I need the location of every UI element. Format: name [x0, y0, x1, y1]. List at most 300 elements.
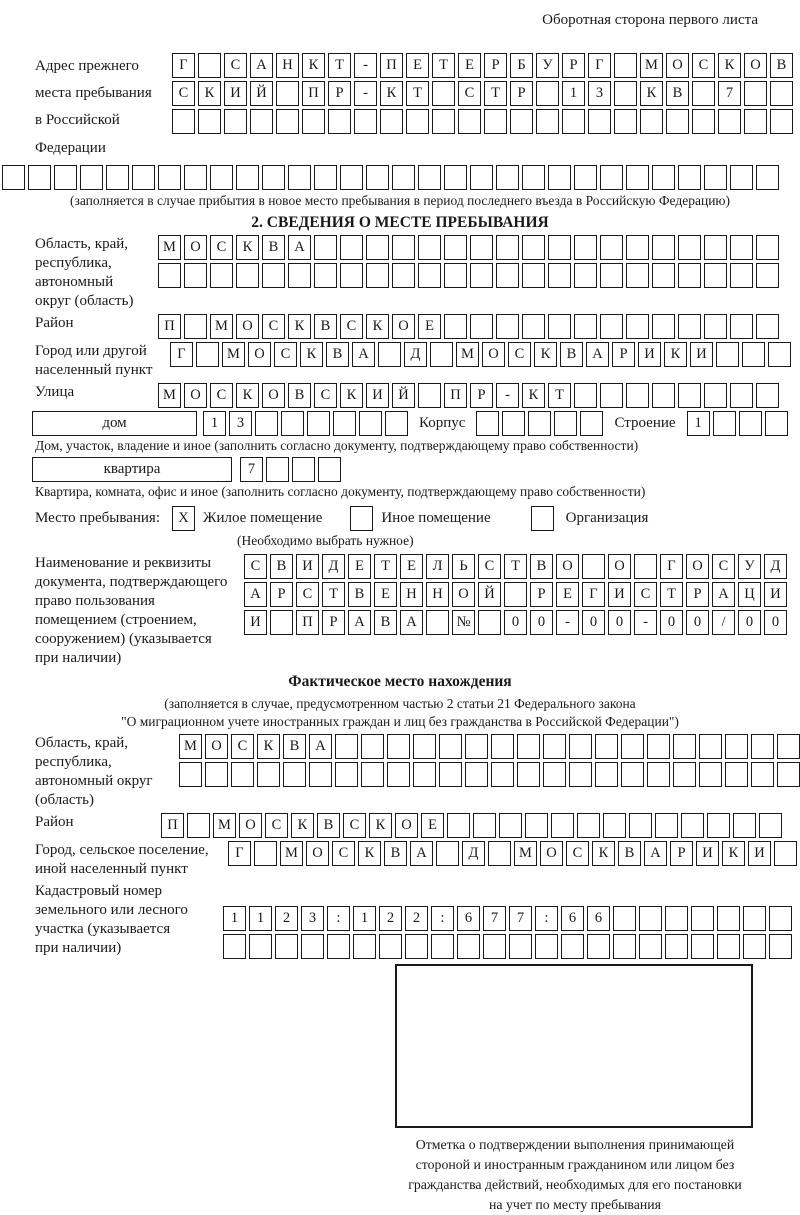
char-box[interactable]	[595, 762, 618, 787]
char-box[interactable]	[639, 934, 662, 959]
char-box[interactable]	[548, 235, 571, 260]
char-box[interactable]	[288, 263, 311, 288]
char-box[interactable]: К	[198, 81, 221, 106]
char-box[interactable]: В	[530, 554, 553, 579]
char-box[interactable]	[554, 411, 577, 436]
char-box[interactable]	[751, 734, 774, 759]
char-box[interactable]: О	[392, 314, 415, 339]
stay-option-organization-checkbox[interactable]	[531, 506, 554, 531]
char-box[interactable]	[548, 165, 571, 190]
char-box[interactable]: М	[514, 841, 537, 866]
char-box[interactable]	[614, 53, 637, 78]
char-box[interactable]	[292, 457, 315, 482]
char-box[interactable]: О	[205, 734, 228, 759]
char-box[interactable]: К	[369, 813, 392, 838]
char-box[interactable]: С	[172, 81, 195, 106]
char-box[interactable]	[678, 383, 701, 408]
char-box[interactable]: Й	[392, 383, 415, 408]
char-box[interactable]	[301, 934, 324, 959]
char-box[interactable]: /	[712, 610, 735, 635]
char-box[interactable]	[250, 109, 273, 134]
char-box[interactable]: :	[431, 906, 454, 931]
char-box[interactable]	[413, 734, 436, 759]
char-box[interactable]	[673, 762, 696, 787]
char-box[interactable]: 1	[203, 411, 226, 436]
char-box[interactable]: 0	[686, 610, 709, 635]
char-box[interactable]	[432, 109, 455, 134]
char-box[interactable]: 6	[457, 906, 480, 931]
char-box[interactable]	[283, 762, 306, 787]
char-box[interactable]	[418, 165, 441, 190]
char-box[interactable]	[499, 813, 522, 838]
char-box[interactable]	[621, 734, 644, 759]
char-box[interactable]	[691, 906, 714, 931]
char-box[interactable]: Е	[421, 813, 444, 838]
char-box[interactable]	[652, 263, 675, 288]
char-box[interactable]: 0	[530, 610, 553, 635]
char-box[interactable]	[276, 81, 299, 106]
char-box[interactable]	[378, 342, 401, 367]
char-box[interactable]: С	[314, 383, 337, 408]
char-box[interactable]	[270, 610, 293, 635]
char-box[interactable]	[626, 314, 649, 339]
char-box[interactable]	[777, 734, 800, 759]
char-box[interactable]: Р	[670, 841, 693, 866]
char-box[interactable]	[418, 263, 441, 288]
char-box[interactable]: В	[560, 342, 583, 367]
char-box[interactable]	[439, 734, 462, 759]
char-box[interactable]: У	[536, 53, 559, 78]
char-box[interactable]	[387, 734, 410, 759]
char-box[interactable]: П	[444, 383, 467, 408]
char-box[interactable]	[436, 841, 459, 866]
char-box[interactable]	[647, 734, 670, 759]
char-box[interactable]: 0	[608, 610, 631, 635]
char-box[interactable]: К	[236, 235, 259, 260]
char-box[interactable]	[231, 762, 254, 787]
char-box[interactable]: Е	[400, 554, 423, 579]
char-box[interactable]	[340, 263, 363, 288]
char-box[interactable]: О	[306, 841, 329, 866]
char-box[interactable]	[614, 81, 637, 106]
char-box[interactable]	[733, 813, 756, 838]
char-box[interactable]: С	[508, 342, 531, 367]
char-box[interactable]	[528, 411, 551, 436]
char-box[interactable]	[447, 813, 470, 838]
char-box[interactable]	[730, 314, 753, 339]
char-box[interactable]: В	[374, 610, 397, 635]
char-box[interactable]: С	[244, 554, 267, 579]
char-box[interactable]	[600, 314, 623, 339]
char-box[interactable]	[184, 314, 207, 339]
char-box[interactable]: М	[456, 342, 479, 367]
char-box[interactable]: О	[556, 554, 579, 579]
char-box[interactable]: С	[296, 582, 319, 607]
char-box[interactable]: О	[608, 554, 631, 579]
char-box[interactable]: Т	[432, 53, 455, 78]
char-box[interactable]: С	[692, 53, 715, 78]
char-box[interactable]	[2, 165, 25, 190]
char-box[interactable]	[704, 165, 727, 190]
char-box[interactable]: -	[354, 81, 377, 106]
char-box[interactable]: А	[348, 610, 371, 635]
char-box[interactable]	[276, 109, 299, 134]
char-box[interactable]: И	[690, 342, 713, 367]
char-box[interactable]: Р	[470, 383, 493, 408]
char-box[interactable]: Л	[426, 554, 449, 579]
char-box[interactable]: А	[244, 582, 267, 607]
char-box[interactable]	[743, 906, 766, 931]
char-box[interactable]: С	[224, 53, 247, 78]
char-box[interactable]	[768, 342, 791, 367]
char-box[interactable]: К	[257, 734, 280, 759]
char-box[interactable]: О	[262, 383, 285, 408]
char-box[interactable]: Д	[462, 841, 485, 866]
char-box[interactable]: О	[395, 813, 418, 838]
char-box[interactable]	[517, 762, 540, 787]
char-box[interactable]	[236, 165, 259, 190]
char-box[interactable]	[187, 813, 210, 838]
char-box[interactable]	[613, 906, 636, 931]
char-box[interactable]: Ь	[452, 554, 475, 579]
char-box[interactable]	[621, 762, 644, 787]
char-box[interactable]	[431, 934, 454, 959]
char-box[interactable]	[716, 342, 739, 367]
char-box[interactable]: С	[712, 554, 735, 579]
char-box[interactable]: А	[644, 841, 667, 866]
char-box[interactable]	[327, 934, 350, 959]
char-box[interactable]	[359, 411, 382, 436]
char-box[interactable]	[543, 734, 566, 759]
char-box[interactable]: 3	[301, 906, 324, 931]
char-box[interactable]	[379, 934, 402, 959]
char-box[interactable]	[457, 934, 480, 959]
char-box[interactable]: К	[640, 81, 663, 106]
char-box[interactable]	[525, 813, 548, 838]
char-box[interactable]	[678, 165, 701, 190]
char-box[interactable]	[634, 554, 657, 579]
char-box[interactable]: -	[634, 610, 657, 635]
char-box[interactable]: М	[640, 53, 663, 78]
char-box[interactable]	[543, 762, 566, 787]
char-box[interactable]	[699, 734, 722, 759]
char-box[interactable]	[224, 109, 247, 134]
char-box[interactable]	[535, 934, 558, 959]
char-box[interactable]: 1	[562, 81, 585, 106]
char-box[interactable]	[184, 263, 207, 288]
char-box[interactable]	[730, 165, 753, 190]
char-box[interactable]	[744, 81, 767, 106]
char-box[interactable]: И	[764, 582, 787, 607]
char-box[interactable]	[626, 263, 649, 288]
char-box[interactable]: Е	[458, 53, 481, 78]
char-box[interactable]: М	[179, 734, 202, 759]
char-box[interactable]: Н	[276, 53, 299, 78]
char-box[interactable]	[366, 263, 389, 288]
char-box[interactable]	[756, 383, 779, 408]
char-box[interactable]: 7	[718, 81, 741, 106]
char-box[interactable]	[777, 762, 800, 787]
char-box[interactable]	[770, 81, 793, 106]
char-box[interactable]	[418, 235, 441, 260]
char-box[interactable]: 1	[353, 906, 376, 931]
char-box[interactable]: Т	[548, 383, 571, 408]
char-box[interactable]: 0	[764, 610, 787, 635]
char-box[interactable]	[739, 411, 762, 436]
char-box[interactable]: О	[666, 53, 689, 78]
char-box[interactable]: С	[340, 314, 363, 339]
char-box[interactable]	[458, 109, 481, 134]
char-box[interactable]	[223, 934, 246, 959]
char-box[interactable]	[769, 934, 792, 959]
char-box[interactable]	[262, 165, 285, 190]
char-box[interactable]	[444, 235, 467, 260]
char-box[interactable]: С	[265, 813, 288, 838]
char-box[interactable]	[385, 411, 408, 436]
char-box[interactable]	[678, 314, 701, 339]
char-box[interactable]	[361, 762, 384, 787]
char-box[interactable]: С	[231, 734, 254, 759]
char-box[interactable]	[626, 383, 649, 408]
char-box[interactable]: 1	[223, 906, 246, 931]
char-box[interactable]	[769, 906, 792, 931]
char-box[interactable]: Е	[556, 582, 579, 607]
char-box[interactable]: Р	[328, 81, 351, 106]
char-box[interactable]	[603, 813, 626, 838]
char-box[interactable]: В	[348, 582, 371, 607]
char-box[interactable]	[470, 235, 493, 260]
char-box[interactable]	[158, 165, 181, 190]
char-box[interactable]	[132, 165, 155, 190]
char-box[interactable]	[569, 734, 592, 759]
char-box[interactable]	[600, 235, 623, 260]
char-box[interactable]: С	[262, 314, 285, 339]
char-box[interactable]	[704, 263, 727, 288]
char-box[interactable]: И	[696, 841, 719, 866]
char-box[interactable]: Г	[582, 582, 605, 607]
char-box[interactable]: Г	[660, 554, 683, 579]
apartment-type-box[interactable]: квартира	[32, 457, 232, 482]
char-box[interactable]	[614, 109, 637, 134]
char-box[interactable]: О	[540, 841, 563, 866]
char-box[interactable]	[470, 314, 493, 339]
char-box[interactable]	[426, 610, 449, 635]
char-box[interactable]: О	[452, 582, 475, 607]
char-box[interactable]	[562, 109, 585, 134]
char-box[interactable]: К	[340, 383, 363, 408]
char-box[interactable]	[333, 411, 356, 436]
char-box[interactable]	[678, 235, 701, 260]
char-box[interactable]: Р	[530, 582, 553, 607]
char-box[interactable]: К	[380, 81, 403, 106]
char-box[interactable]: К	[358, 841, 381, 866]
char-box[interactable]	[588, 109, 611, 134]
char-box[interactable]	[640, 109, 663, 134]
char-box[interactable]	[281, 411, 304, 436]
char-box[interactable]	[639, 906, 662, 931]
char-box[interactable]	[756, 165, 779, 190]
char-box[interactable]	[366, 235, 389, 260]
char-box[interactable]	[574, 235, 597, 260]
char-box[interactable]	[488, 841, 511, 866]
char-box[interactable]	[262, 263, 285, 288]
char-box[interactable]: К	[592, 841, 615, 866]
char-box[interactable]: -	[496, 383, 519, 408]
char-box[interactable]	[756, 235, 779, 260]
char-box[interactable]	[172, 109, 195, 134]
char-box[interactable]	[536, 81, 559, 106]
char-box[interactable]: М	[210, 314, 233, 339]
char-box[interactable]	[574, 314, 597, 339]
char-box[interactable]	[626, 235, 649, 260]
char-box[interactable]: Р	[562, 53, 585, 78]
char-box[interactable]: К	[534, 342, 557, 367]
char-box[interactable]: К	[236, 383, 259, 408]
char-box[interactable]: С	[210, 383, 233, 408]
char-box[interactable]	[465, 734, 488, 759]
char-box[interactable]	[307, 411, 330, 436]
char-box[interactable]	[254, 841, 277, 866]
char-box[interactable]: А	[352, 342, 375, 367]
char-box[interactable]	[491, 734, 514, 759]
char-box[interactable]	[673, 734, 696, 759]
char-box[interactable]	[704, 235, 727, 260]
char-box[interactable]	[730, 383, 753, 408]
char-box[interactable]: В	[618, 841, 641, 866]
char-box[interactable]	[335, 734, 358, 759]
char-box[interactable]: 3	[588, 81, 611, 106]
char-box[interactable]	[692, 109, 715, 134]
char-box[interactable]: О	[482, 342, 505, 367]
char-box[interactable]	[629, 813, 652, 838]
char-box[interactable]	[444, 314, 467, 339]
char-box[interactable]: А	[250, 53, 273, 78]
char-box[interactable]	[582, 554, 605, 579]
char-box[interactable]: В	[666, 81, 689, 106]
char-box[interactable]	[392, 235, 415, 260]
char-box[interactable]	[210, 165, 233, 190]
char-box[interactable]	[476, 411, 499, 436]
char-box[interactable]: К	[302, 53, 325, 78]
char-box[interactable]	[288, 165, 311, 190]
char-box[interactable]	[275, 934, 298, 959]
char-box[interactable]	[496, 263, 519, 288]
char-box[interactable]: В	[288, 383, 311, 408]
char-box[interactable]: 7	[483, 906, 506, 931]
char-box[interactable]	[430, 342, 453, 367]
char-box[interactable]	[692, 81, 715, 106]
char-box[interactable]: Т	[322, 582, 345, 607]
char-box[interactable]: 2	[275, 906, 298, 931]
char-box[interactable]	[257, 762, 280, 787]
char-box[interactable]	[478, 610, 501, 635]
char-box[interactable]: Р	[686, 582, 709, 607]
char-box[interactable]: К	[366, 314, 389, 339]
char-box[interactable]: В	[317, 813, 340, 838]
char-box[interactable]	[647, 762, 670, 787]
char-box[interactable]	[496, 235, 519, 260]
char-box[interactable]: Т	[374, 554, 397, 579]
char-box[interactable]: Т	[504, 554, 527, 579]
char-box[interactable]: М	[158, 383, 181, 408]
char-box[interactable]: :	[327, 906, 350, 931]
char-box[interactable]: Г	[170, 342, 193, 367]
char-box[interactable]	[551, 813, 574, 838]
char-box[interactable]	[496, 314, 519, 339]
char-box[interactable]	[522, 263, 545, 288]
char-box[interactable]: А	[586, 342, 609, 367]
char-box[interactable]	[561, 934, 584, 959]
char-box[interactable]: А	[712, 582, 735, 607]
char-box[interactable]	[522, 235, 545, 260]
char-box[interactable]: С	[566, 841, 589, 866]
char-box[interactable]: Г	[228, 841, 251, 866]
char-box[interactable]: -	[556, 610, 579, 635]
char-box[interactable]: А	[288, 235, 311, 260]
char-box[interactable]	[743, 934, 766, 959]
char-box[interactable]	[652, 235, 675, 260]
char-box[interactable]: А	[400, 610, 423, 635]
char-box[interactable]	[587, 934, 610, 959]
char-box[interactable]: С	[210, 235, 233, 260]
char-box[interactable]	[717, 934, 740, 959]
char-box[interactable]	[765, 411, 788, 436]
char-box[interactable]: И	[638, 342, 661, 367]
char-box[interactable]: О	[248, 342, 271, 367]
char-box[interactable]: 0	[660, 610, 683, 635]
char-box[interactable]: О	[686, 554, 709, 579]
char-box[interactable]: И	[244, 610, 267, 635]
char-box[interactable]	[196, 342, 219, 367]
char-box[interactable]	[707, 813, 730, 838]
char-box[interactable]: Д	[322, 554, 345, 579]
char-box[interactable]	[574, 383, 597, 408]
char-box[interactable]	[574, 165, 597, 190]
char-box[interactable]: -	[354, 53, 377, 78]
char-box[interactable]: 1	[687, 411, 710, 436]
char-box[interactable]: К	[291, 813, 314, 838]
char-box[interactable]	[717, 906, 740, 931]
char-box[interactable]: Р	[510, 81, 533, 106]
char-box[interactable]: П	[158, 314, 181, 339]
char-box[interactable]: Е	[418, 314, 441, 339]
char-box[interactable]	[366, 165, 389, 190]
char-box[interactable]: И	[608, 582, 631, 607]
char-box[interactable]: Е	[406, 53, 429, 78]
char-box[interactable]: С	[634, 582, 657, 607]
char-box[interactable]	[314, 235, 337, 260]
char-box[interactable]	[418, 383, 441, 408]
house-type-box[interactable]: дом	[32, 411, 197, 436]
char-box[interactable]	[353, 934, 376, 959]
char-box[interactable]	[665, 906, 688, 931]
char-box[interactable]: Т	[484, 81, 507, 106]
char-box[interactable]	[704, 383, 727, 408]
char-box[interactable]: Г	[588, 53, 611, 78]
char-box[interactable]: П	[161, 813, 184, 838]
char-box[interactable]: И	[224, 81, 247, 106]
char-box[interactable]	[354, 109, 377, 134]
char-box[interactable]	[600, 263, 623, 288]
char-box[interactable]	[678, 263, 701, 288]
char-box[interactable]	[626, 165, 649, 190]
char-box[interactable]: П	[380, 53, 403, 78]
char-box[interactable]	[80, 165, 103, 190]
char-box[interactable]: №	[452, 610, 475, 635]
char-box[interactable]	[340, 235, 363, 260]
char-box[interactable]	[574, 263, 597, 288]
char-box[interactable]	[517, 734, 540, 759]
